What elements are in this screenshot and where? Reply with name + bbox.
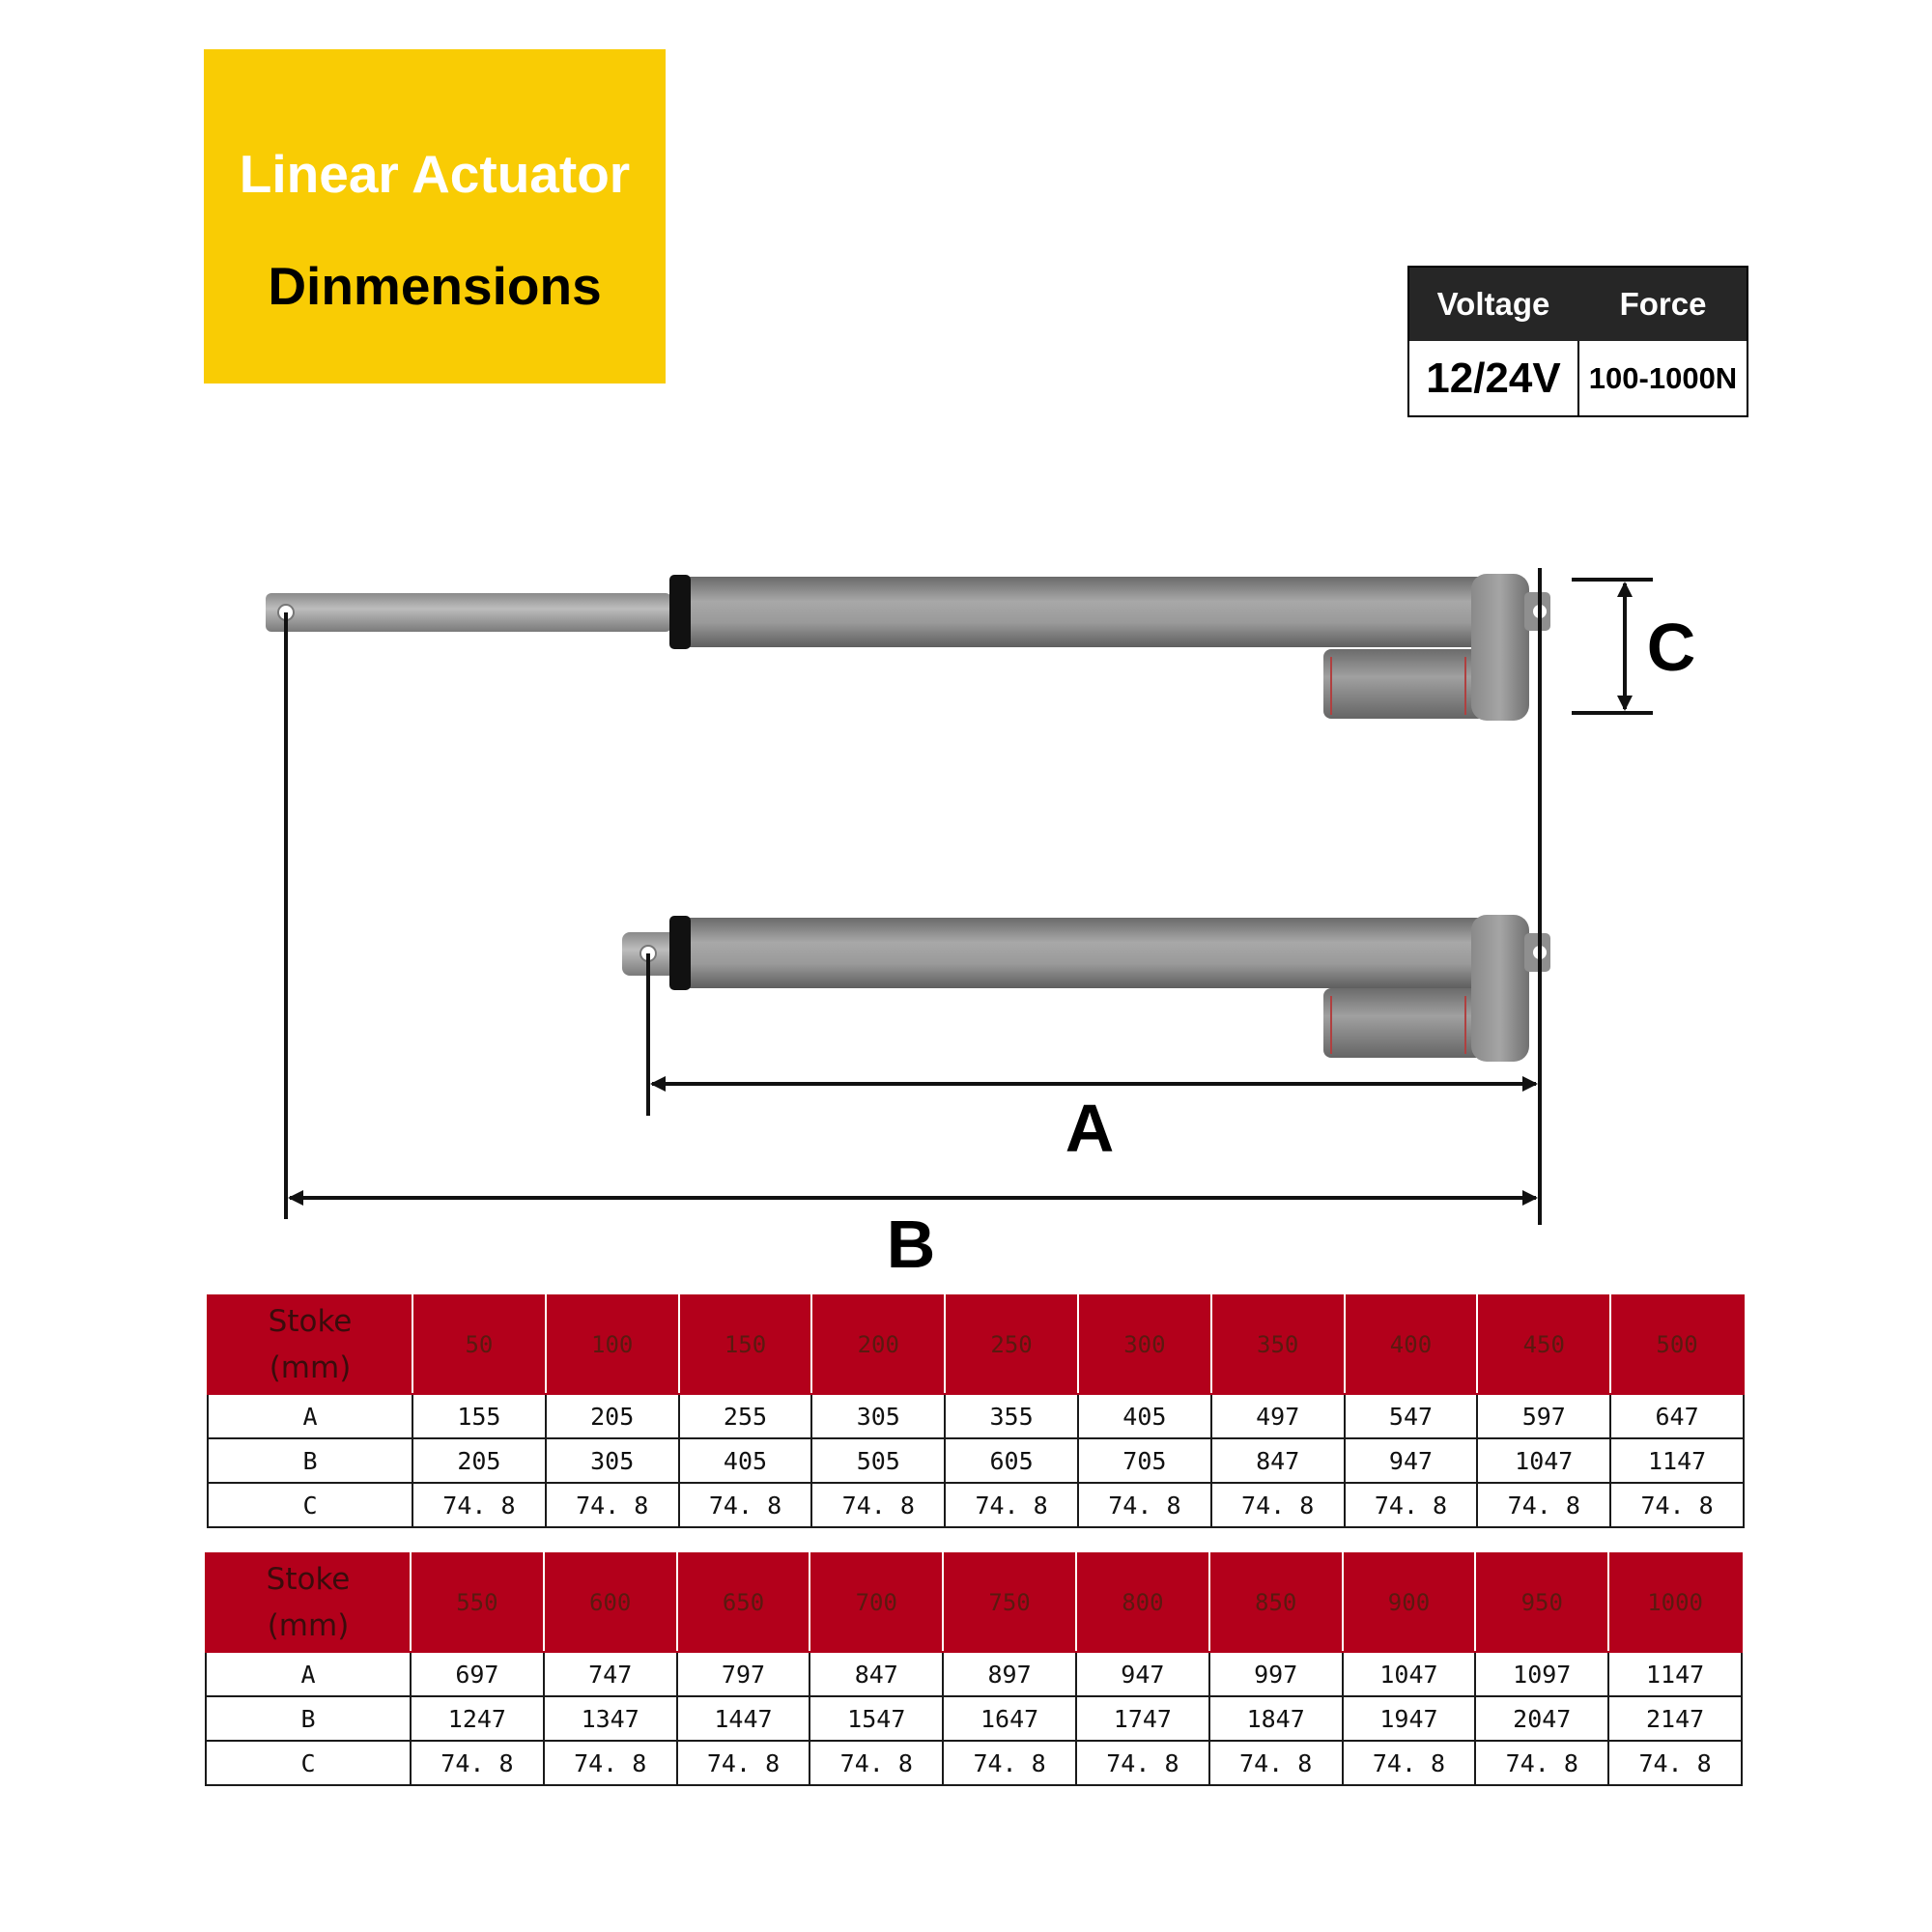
voltage-value: 12/24V [1426,355,1561,402]
stroke-value: 100 [546,1295,679,1394]
table-cell: 605 [945,1438,1078,1483]
actuator-retracted [622,915,1550,1062]
voltage-label: Voltage [1436,286,1550,322]
stroke-value: 800 [1076,1553,1209,1652]
table-cell: 74. 8 [1608,1741,1742,1785]
table-cell: 305 [546,1438,679,1483]
stroke-value: 900 [1343,1553,1476,1652]
table-cell: 305 [811,1394,945,1438]
dimension-label-a: A [1065,1091,1115,1166]
table-cell: 597 [1477,1394,1610,1438]
stroke-value: 150 [679,1295,812,1394]
table-cell: 547 [1345,1394,1478,1438]
table-cell: 74. 8 [546,1483,679,1527]
stroke-value: 200 [811,1295,945,1394]
table-cell: 1747 [1076,1696,1209,1741]
table-cell: 1097 [1475,1652,1608,1696]
table-cell: 74. 8 [1475,1741,1608,1785]
stroke-header-label: Stoke (mm) [208,1295,412,1394]
stroke-value: 1000 [1608,1553,1742,1652]
stroke-value: 250 [945,1295,1078,1394]
table-cell: 74. 8 [945,1483,1078,1527]
table-cell: 2047 [1475,1696,1608,1741]
table-row-c [206,1741,1742,1785]
outer-tube [681,918,1502,988]
rear-cap [1471,915,1529,1062]
table-row-a [208,1394,1744,1438]
table-cell: 74. 8 [411,1741,544,1785]
table-cell: 847 [1211,1438,1345,1483]
force-value: 100-1000N [1588,361,1738,395]
dimension-label-b: B [886,1207,936,1282]
stroke-value: 350 [1211,1295,1345,1394]
table-row-b [208,1438,1744,1483]
stroke-header-row [208,1295,1744,1394]
outer-tube [681,577,1502,647]
tube-seal [669,916,691,990]
actuator-extended [266,574,1550,721]
table-cell: 74. 8 [544,1741,677,1785]
table-cell: 1347 [544,1696,677,1741]
table-cell: 1647 [943,1696,1076,1741]
stroke-table-1 [207,1294,1745,1528]
title-line-2: Dinmensions [268,256,602,316]
table-row-c [208,1483,1744,1527]
table-cell: 847 [810,1652,943,1696]
table-cell: 647 [1610,1394,1744,1438]
stroke-value: 850 [1209,1553,1343,1652]
stroke-value: 950 [1475,1553,1608,1652]
table-cell: 74. 8 [1211,1483,1345,1527]
table-cell: 74. 8 [1078,1483,1211,1527]
table-cell: 1847 [1209,1696,1343,1741]
table-cell: 1547 [810,1696,943,1741]
table-cell: 205 [412,1438,546,1483]
table-row-a [206,1652,1742,1696]
table-cell: 74. 8 [811,1483,945,1527]
table-cell: 405 [679,1438,812,1483]
table-cell: 255 [679,1394,812,1438]
table-row-b [206,1696,1742,1741]
table-cell: 74. 8 [412,1483,546,1527]
title-line-1: Linear Actuator [239,144,631,204]
table-cell: 1147 [1610,1438,1744,1483]
table-cell: 497 [1211,1394,1345,1438]
stroke-value: 700 [810,1553,943,1652]
table-cell: 947 [1345,1438,1478,1483]
row-label: A [206,1652,411,1696]
stroke-value: 650 [677,1553,810,1652]
table-cell: 505 [811,1438,945,1483]
dimension-label-c: C [1646,610,1696,685]
table-cell: 74. 8 [1345,1483,1478,1527]
table-cell: 74. 8 [810,1741,943,1785]
table-cell: 997 [1209,1652,1343,1696]
table-cell: 1047 [1477,1438,1610,1483]
table-cell: 74. 8 [677,1741,810,1785]
table-cell: 355 [945,1394,1078,1438]
extended-rod [266,593,671,632]
stroke-value: 400 [1345,1295,1478,1394]
stroke-value: 750 [943,1553,1076,1652]
row-label: C [208,1483,412,1527]
table-cell: 747 [544,1652,677,1696]
table-cell: 697 [411,1652,544,1696]
table-cell: 205 [546,1394,679,1438]
table-cell: 2147 [1608,1696,1742,1741]
stroke-value: 50 [412,1295,546,1394]
force-label: Force [1619,286,1707,322]
table-cell: 797 [677,1652,810,1696]
table-cell: 1947 [1343,1696,1476,1741]
stroke-value: 500 [1610,1295,1744,1394]
stroke-header-row [206,1553,1742,1652]
stroke-value: 450 [1477,1295,1610,1394]
row-label: B [206,1696,411,1741]
table-cell: 155 [412,1394,546,1438]
row-label: A [208,1394,412,1438]
stroke-value: 550 [411,1553,544,1652]
table-cell: 897 [943,1652,1076,1696]
table-cell: 705 [1078,1438,1211,1483]
stroke-value: 600 [544,1553,677,1652]
stroke-table-2 [205,1552,1743,1786]
table-cell: 74. 8 [679,1483,812,1527]
tube-seal [669,575,691,649]
table-cell: 1147 [1608,1652,1742,1696]
table-cell: 74. 8 [1610,1483,1744,1527]
table-cell: 1047 [1343,1652,1476,1696]
table-cell: 405 [1078,1394,1211,1438]
row-label: B [208,1438,412,1483]
table-cell: 74. 8 [1076,1741,1209,1785]
table-cell: 74. 8 [1343,1741,1476,1785]
rear-cap [1471,574,1529,721]
table-cell: 1447 [677,1696,810,1741]
row-label: C [206,1741,411,1785]
table-cell: 947 [1076,1652,1209,1696]
stroke-value: 300 [1078,1295,1211,1394]
table-cell: 74. 8 [1477,1483,1610,1527]
stroke-header-label: Stoke (mm) [206,1553,411,1652]
table-cell: 1247 [411,1696,544,1741]
table-cell: 74. 8 [943,1741,1076,1785]
table-cell: 74. 8 [1209,1741,1343,1785]
